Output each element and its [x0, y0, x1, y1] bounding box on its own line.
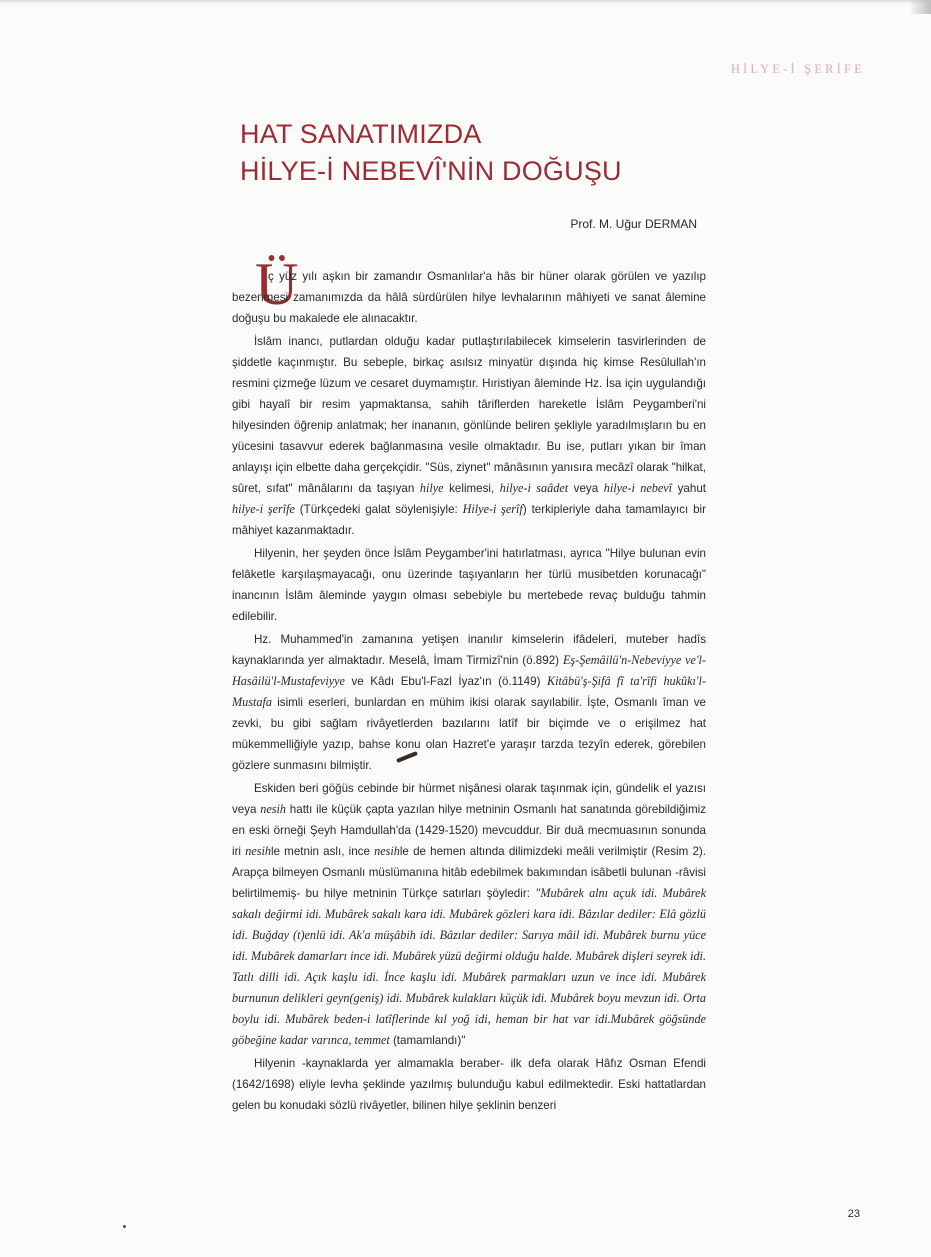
- paragraph-5-text-a: Eskiden beri göğüs cebinde bir hürmet nişânesi olarak taşınmak için, gündelik el yazısı veya: [232, 782, 706, 816]
- paragraph-5-text-c: le metnin aslı, ince: [270, 845, 375, 858]
- term-hilye-i-nebevi: hilye-i nebevî: [603, 481, 673, 495]
- paragraph-2-text-b: kelimesi,: [443, 482, 500, 495]
- term-hilye: hilye: [419, 481, 444, 495]
- title-line-1: HAT SANATIMIZDA: [240, 119, 482, 149]
- term-hilye-i-serife: hilye-i şerîfe: [232, 502, 295, 516]
- term-nesih-2: nesih: [245, 844, 271, 858]
- paragraph-2-text-c: veya: [568, 482, 604, 495]
- paragraph-2-text-a: İslâm inancı, putlardan olduğu kadar putlaştırılabilecek kimselerin tasvirlerinden de şiddetle kaçınmıştır. Bu sebeple, birkaç asılsız minyatür dışında hiç kimse Resûlullah'ın resmini çizmeğe lüzum ve cesaret duymamıştır. Hıristiyan âleminde Hz. İsa için uygulandığı gibi hayalî bir resim yapmaktansa, sahih târiflerden hareketle İslâm Peygamberi'ni hilyesinden öğrenip anlatmak; her inananın, gönlünde beliren şekliyle yaradılmışların bu en yücesini tasavvur ederek bağlanmasına vesile olmaktadır. Bu ise, putları yıkan bir îman anlayışı için elbette daha gerçekçidir. "Süs, ziynet" mânâsının yanısıra mecâzî olarak "hilkat, sûret, sıfat" mânâlarını da taşıyan: [232, 335, 706, 495]
- paragraph-2-text-f: ) terkipleriyle daha tamamlayıcı bir mâhiyet kazanmaktadır.: [232, 503, 706, 537]
- paragraph-4-text-b: ve Kâdı Ebu'l-Fazl İyaz'ın (ö.1149): [344, 675, 547, 688]
- paragraph-5-text-d: le de hemen altında dilimizdeki meâli verilmiştir (Resim 2). Arapça bilmeyen Osmanlı müslümanına hitâb edebilmek bakımından isâbetli bulunan -râvisi belirtilmemiş- bu hilye metninin Türkçe satırları şöyledir:: [232, 845, 706, 900]
- paragraph-5-text-e: (tamamlandı)": [389, 1034, 466, 1047]
- paragraph-2: [232, 331, 706, 541]
- paragraph-2-text-d: yahut: [672, 482, 706, 495]
- paragraph-5-text-b: hattı ile küçük çapta yazılan hilye metninin Osmanlı hat sanatında görebildiğimiz en eski örneği Şeyh Hamdullah'da (1429-1520) mevcuddur. Bir duâ mecmuasının sonunda iri: [232, 803, 706, 858]
- hilye-quotation: "Mubârek alnı açuk idi. Mubârek sakalı değirmi idi. Mubârek sakalı kara idi. Mubârek gözleri kara idi. Bâzılar dediler: Elâ gözlü idi. Buğday (t)enlü idi. Ak'a müşâbih idi. Bâzılar dediler: Sarıya mâil idi. Mubârek burnu yüce idi. Mubârek damarları ince idi. Mubârek yüzü değirmi olduğu halde. Mubârek dişleri seyrek idi. Tatlı dilli idi. Açık kaşlu idi. İnce kaşlu idi. Mubârek parmakları uzun ve ince idi. Mubârek burnunun delikleri geyn(geniş) idi. Mubârek kulakları küçük idi. Mubârek boyu mevzun idi. Orta boylu idi. Mubârek beden-i latîflerinde kıl yoğ idi, heman bir hat var idi.Mubârek göğsünde göbeğine kadar varınca, temmet: [232, 886, 706, 1047]
- book-title-semail: Eş-Şemâilü'n-Nebeviyye ve'l-Hasâilü'l-Mustafeviyye: [232, 653, 706, 688]
- page-number: 23: [847, 1208, 860, 1220]
- term-hilye-i-saadet: hilye-i saâdet: [499, 481, 569, 495]
- paragraph-1: [232, 266, 706, 329]
- paragraph-1-text: ç yüz yılı aşkın bir zamandır Osmanlılar'a hâs bir hüner olarak görülen ve yazılıp bezenmesi zamanımızda da hâlâ sürdürülen hilye levhalarının mâhiyeti ve sanat âlemine doğuşu bu makalede ele alınacaktır.: [232, 270, 706, 325]
- paragraph-4-text-c: isimli eserleri, bunlardan en mühim ikisi olarak sayılabilir. İşte, Osmanlı îman ve zevki, bu gibi sağlam rivâyetlerden bazılarını latîf bir biçimde ve o erişilmez hat mükemmelliğiyle yazıp, bahse konu olan Hazret'e yaraşır tarzda tezyîn ederek, görebilen gözlere sunmasını bilmiştir.: [232, 696, 706, 772]
- paragraph-4-text-a: Hz. Muhammed'in zamanına yetişen inanılır kimselerin ifâdeleri, muteber hadîs kaynaklarında yer almaktadır. Meselâ, İmam Tirmizî'nin (ö.892): [232, 633, 706, 667]
- paragraph-4: [232, 629, 706, 776]
- article-title: [240, 116, 760, 190]
- book-title-sifa: Kitâbü'ş-Şifâ fî ta'rîfi hukûkı'l-Mustafa: [232, 674, 706, 709]
- paragraph-3: Hilyenin, her şeyden önce İslâm Peygamber'ini hatırlatması, ayrıca "Hilye bulunan evin felâketle karşılaşmayacağı, onu üzerinde taşıyanların her türlü musibetden korunacağı" inancının İslâm âleminde yaygın olması sebebiyle bu mertebede revaç bulduğu tahmin edilebilir.: [232, 547, 706, 623]
- scan-corner-shadow: [909, 0, 931, 14]
- author-byline: Prof. M. Uğur DERMAN: [570, 217, 697, 231]
- title-line-2: HİLYE-İ NEBEVÎ'NİN DOĞUŞU: [240, 156, 622, 186]
- paragraph-6: Hilyenin -kaynaklarda yer almamakla beraber- ilk defa olarak Hâfız Osman Efendi (1642/1698) eliyle levha şeklinde yazılmış bulunduğu kabul edilmektedir. Eski hattatlardan gelen bu konudaki sözlü rivâyetler, bilinen hilye şeklinin benzeri: [232, 1057, 706, 1112]
- paragraph-2-text-e: (Türkçedeki galat söylenişiyle:: [294, 503, 463, 516]
- term-nesih-3: nesih: [374, 844, 400, 858]
- term-hilye-i-serif: Hilye-i şerîf: [462, 502, 523, 516]
- running-header: HİLYE-İ ŞERİFE: [730, 62, 865, 76]
- article-body: [232, 266, 706, 1118]
- term-nesih-1: nesih: [260, 802, 287, 816]
- paragraph-5: [232, 778, 706, 1051]
- drop-cap: Ü: [255, 251, 299, 317]
- scan-edge: [0, 0, 931, 4]
- scan-dot: [123, 1225, 126, 1228]
